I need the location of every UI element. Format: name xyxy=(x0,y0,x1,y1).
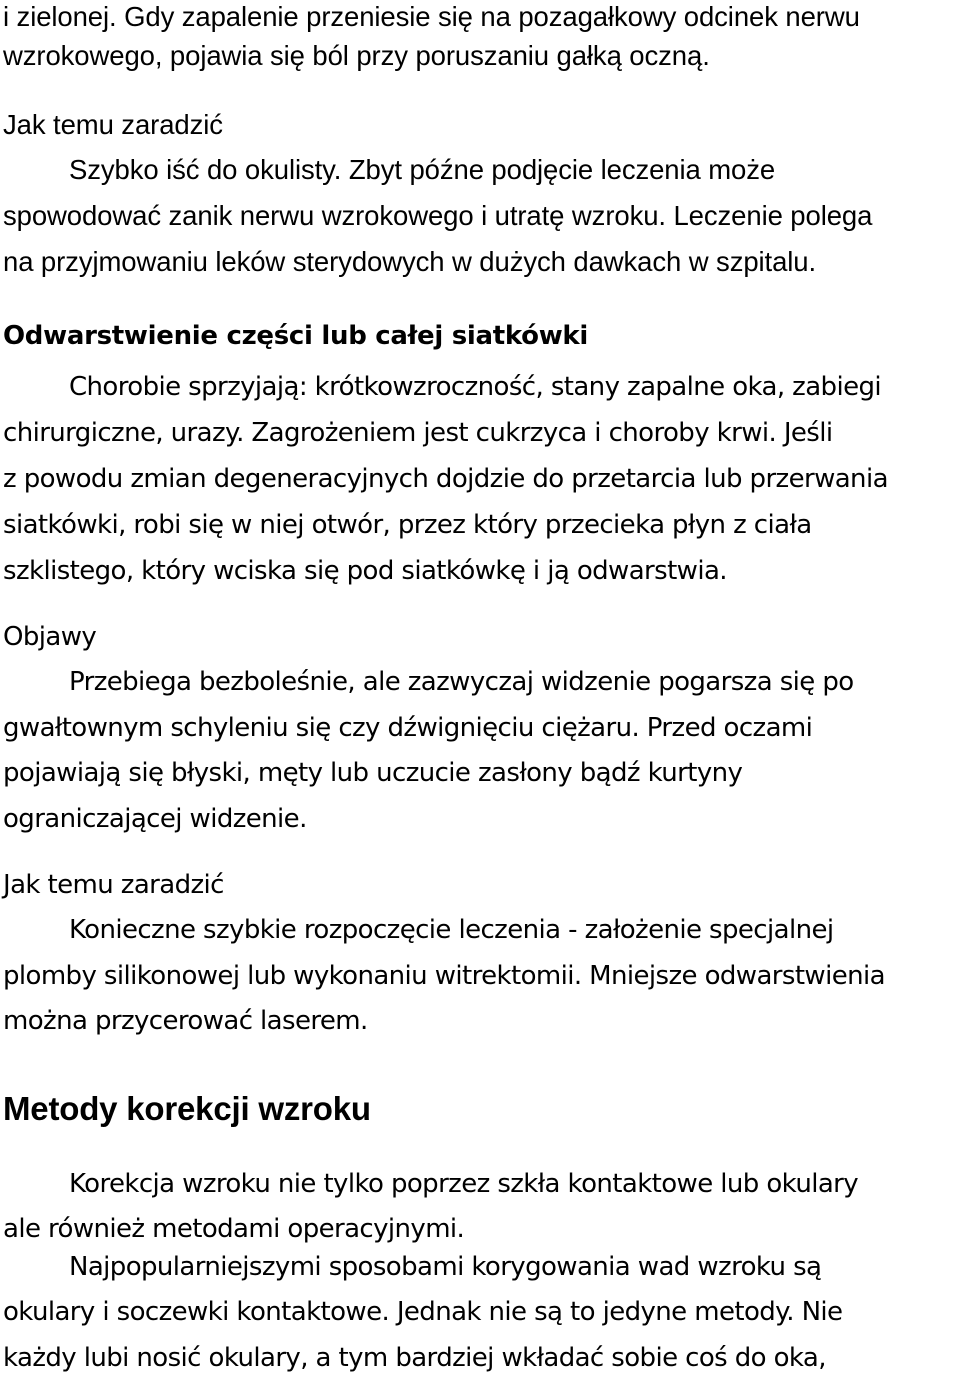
body-text-line: na przyjmowaniu leków sterydowych w dużych dawkach w szpitalu. xyxy=(3,246,817,277)
body-text-line: ale również metodami operacyjnymi. xyxy=(3,1214,465,1244)
body-text-line: i zielonej. Gdy zapalenie przeniesie się na pozagałkowy odcinek nerwu xyxy=(3,1,860,32)
section-heading: Odwarstwienie części lub całej siatkówki xyxy=(3,321,589,351)
body-text-line: Przebiega bezboleśnie, ale zazwyczaj widzenie pogarsza się po xyxy=(69,667,854,697)
body-text-line: Najpopularniejszymi sposobami korygowania wad wzroku są xyxy=(69,1252,822,1282)
body-text-line: plomby silikonowej lub wykonaniu witrektomii. Mniejsze odwarstwienia xyxy=(3,961,885,991)
body-text-line: chirurgiczne, urazy. Zagrożeniem jest cukrzyca i choroby krwi. Jeśli xyxy=(3,418,833,448)
section-heading: Jak temu zaradzić xyxy=(3,109,223,140)
body-text-line: z powodu zmian degeneracyjnych dojdzie do przetarcia lub przerwania xyxy=(3,464,888,494)
body-text-line: każdy lubi nosić okulary, a tym bardziej wkładać sobie coś do oka, xyxy=(3,1343,826,1373)
body-text-line: można przycerować laserem. xyxy=(3,1006,368,1036)
body-text-line: spowodować zanik nerwu wzrokowego i utratę wzroku. Leczenie polega xyxy=(3,200,873,231)
body-text-line: pojawiają się błyski, męty lub uczucie zasłony bądź kurtyny xyxy=(3,758,743,788)
section-heading: Objawy xyxy=(3,622,97,652)
body-text-line: Szybko iść do okulisty. Zbyt późne podjęcie leczenia może xyxy=(69,154,776,185)
body-text-line: szklistego, który wciska się pod siatkówkę i ją odwarstwia. xyxy=(3,556,727,586)
body-text-line: wzrokowego, pojawia się ból przy poruszaniu gałką oczną. xyxy=(3,40,710,71)
body-text-line: Chorobie sprzyjają: krótkowzroczność, stany zapalne oka, zabiegi xyxy=(69,372,881,402)
body-text-line: Korekcja wzroku nie tylko poprzez szkła kontaktowe lub okulary xyxy=(69,1169,859,1199)
body-text-line: ograniczającej widzenie. xyxy=(3,804,307,834)
body-text-line: gwałtownym schyleniu się czy dźwignięciu ciężaru. Przed oczami xyxy=(3,713,813,743)
body-text-line: Konieczne szybkie rozpoczęcie leczenia - założenie specjalnej xyxy=(69,915,834,945)
body-text-line: okulary i soczewki kontaktowe. Jednak nie są to jedyne metody. Nie xyxy=(3,1297,843,1327)
chapter-title: Metody korekcji wzroku xyxy=(3,1090,371,1127)
section-heading: Jak temu zaradzić xyxy=(3,870,224,900)
body-text-line: siatkówki, robi się w niej otwór, przez który przecieka płyn z ciała xyxy=(3,510,812,540)
